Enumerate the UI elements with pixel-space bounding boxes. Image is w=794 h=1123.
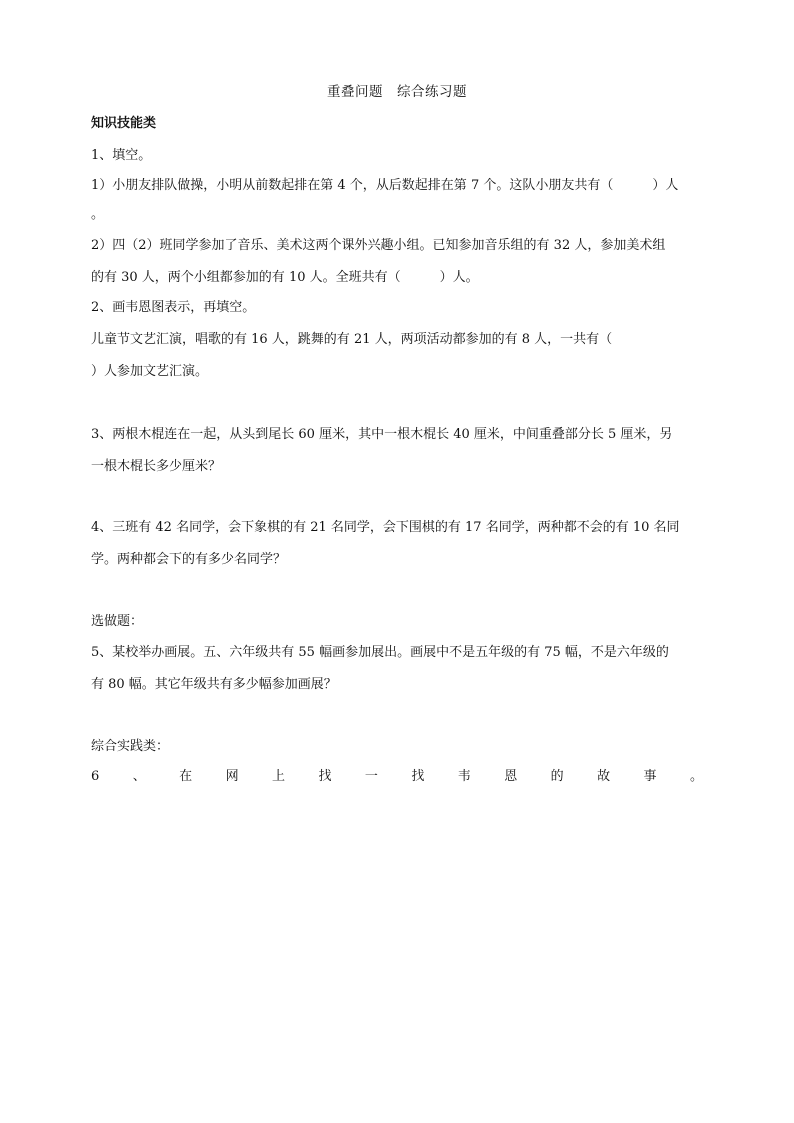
question-1-2-line-1: 2）四（2）班同学参加了音乐、美术这两个课外兴趣小组。已知参加音乐组的有 32 人，参加美术组 [91, 238, 666, 253]
question-6-char: 恩 [504, 769, 518, 784]
question-6-char: 、 [132, 769, 146, 784]
question-6-char: 上 [272, 769, 286, 784]
question-6-char: 故 [597, 769, 611, 784]
section-heading-knowledge: 知识技能类 [91, 116, 157, 131]
question-6-char: 在 [179, 769, 193, 784]
question-6-char: 的 [550, 769, 564, 784]
question-1-1-line-1: 1）小朋友排队做操，小明从前数起排在第 4 个，从后数起排在第 7 个。这队小朋友共有（ ）人 [91, 178, 679, 193]
question-6-char: 事 [643, 769, 657, 784]
question-2-line-2: ）人参加文艺汇演。 [91, 364, 209, 379]
question-2-heading: 2、画韦恩图表示，再填空。 [91, 300, 256, 315]
question-6-char: 网 [225, 769, 239, 784]
question-5-line-1: 5、某校举办画展。五、六年级共有 55 幅画参加展出。画展中不是五年级的有 75 幅，不是六年级的 [91, 645, 669, 660]
question-5-line-2: 有 80 幅。其它年级共有多少幅参加画展？ [91, 677, 337, 692]
page-title: 重叠问题 综合练习题 [327, 84, 467, 100]
section-heading-practice: 综合实践类： [91, 739, 170, 754]
question-4-line-1: 4、三班有 42 名同学，会下象棋的有 21 名同学，会下围棋的有 17 名同学，两种都不会的有 10 名同 [91, 520, 680, 535]
question-6-char: 找 [318, 769, 332, 784]
question-6-line [91, 767, 703, 787]
question-6-char: 找 [411, 769, 425, 784]
question-1-2-line-2: 的有 30 人，两个小组都参加的有 10 人。全班共有（ ）人。 [91, 270, 479, 285]
question-6-char: 6 [91, 769, 100, 784]
section-heading-optional: 选做题： [91, 614, 144, 629]
question-1-1-line-2: 。 [91, 207, 105, 222]
question-3-line-1: 3、两根木棍连在一起，从头到尾长 60 厘米，其中一根木棍长 40 厘米，中间重叠部分长 5 厘米，另 [91, 427, 673, 442]
question-4-line-2: 学。两种都会下的有多少名同学？ [91, 552, 287, 567]
question-6-char: 。 [689, 769, 703, 784]
question-6-char: 韦 [457, 769, 471, 784]
question-2-line-1: 儿童节文艺汇演，唱歌的有 16 人，跳舞的有 21 人，两项活动都参加的有 8 人，一共有（ [91, 332, 613, 347]
question-6-char: 一 [364, 769, 378, 784]
question-3-line-2: 一根木棍长多少厘米？ [91, 459, 222, 474]
question-1-heading: 1、填空。 [91, 148, 152, 163]
